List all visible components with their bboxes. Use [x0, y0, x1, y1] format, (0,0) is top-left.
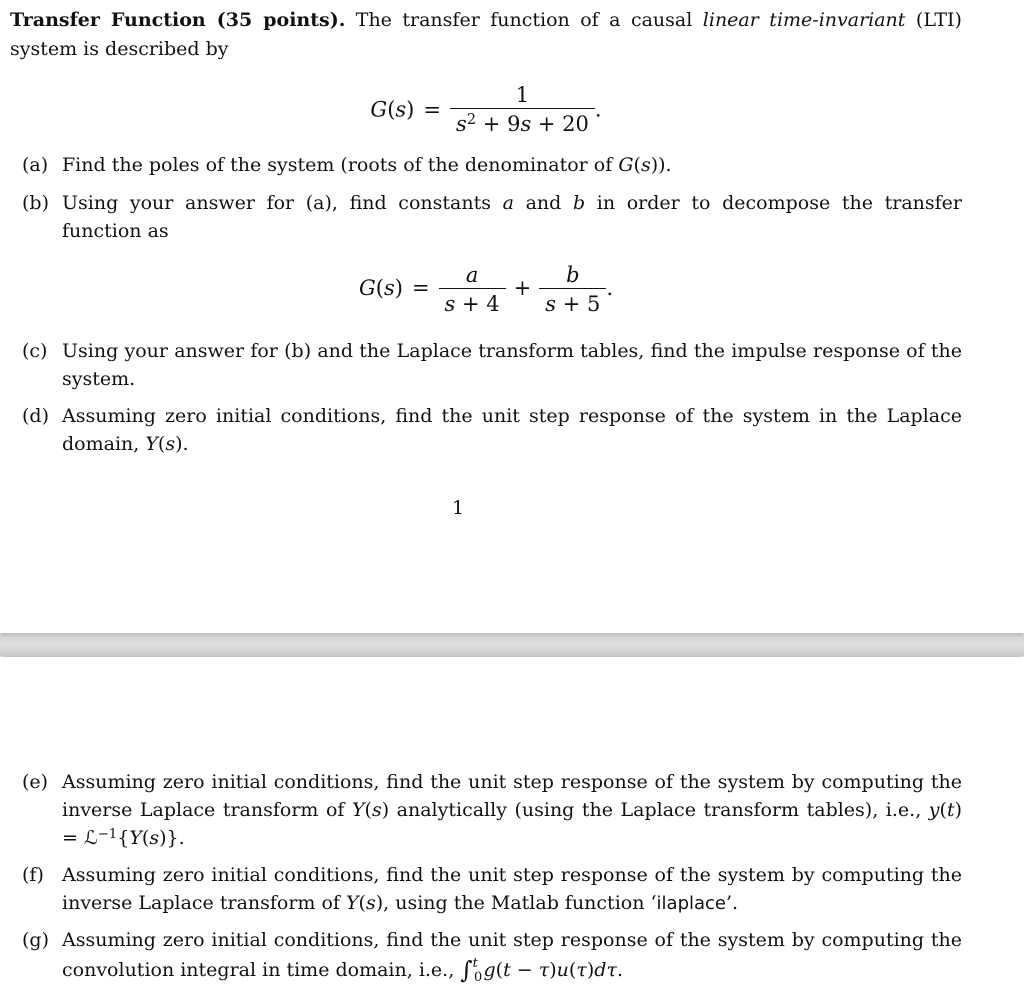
item-text: Assuming zero initial conditions, find the unit step response of the system by computing the convolution integral in time domain, i.e., ∫$^t_0$g(t − τ)u(τ)dτ. [62, 929, 962, 985]
page-number: 1 [451, 497, 465, 519]
math-var-s: s [383, 276, 395, 300]
math-equals: = [411, 276, 430, 300]
partial-fraction-equation [10, 262, 962, 317]
math-var-s: s [455, 112, 467, 136]
item-label: (e) [22, 771, 49, 793]
math-period: . [606, 276, 614, 300]
fraction-denominator [450, 108, 595, 140]
item-label: (a) [22, 154, 49, 176]
item-label: (c) [22, 340, 48, 362]
math-var-G: G [358, 276, 376, 300]
math-plus: + [513, 276, 532, 300]
math-equals: = [423, 97, 441, 122]
problem-item-b [22, 189, 962, 245]
math-term: + 4 [455, 292, 500, 316]
math-var-G: G [370, 97, 388, 122]
math-term: + 20 [531, 112, 589, 136]
problem-item-e [22, 768, 962, 855]
fraction-numerator: b [566, 263, 580, 287]
item-label: (d) [22, 405, 49, 427]
fraction-denominator [539, 288, 606, 317]
fraction [539, 262, 606, 317]
item-text: Using your answer for (a), find constants a and b in order to decompose the transfer function as [62, 192, 962, 242]
problem-item-c [22, 337, 962, 393]
math-paren: ) [394, 276, 403, 300]
item-text: Using your answer for (b) and the Laplace transform tables, find the impulse response of the system. [62, 340, 962, 390]
math-var-s: s [520, 112, 532, 136]
math-paren: ( [387, 97, 396, 122]
math-term: + 5 [556, 292, 601, 316]
fraction [439, 262, 506, 317]
fraction-numerator: a [465, 263, 479, 287]
transfer-function-equation [10, 82, 962, 140]
math-exponent: 2 [466, 110, 477, 128]
math-var-s: s [395, 97, 407, 122]
item-text: Assuming zero initial conditions, find the unit step response of the system by computing the inverse Laplace transform of Y(s) analytically (using the Laplace transform tables), i.e., y(t) = ℒ$^{-1}${Y(s)}. [62, 771, 962, 849]
problem-item-d [22, 402, 962, 458]
math-var-s: s [545, 292, 557, 316]
item-text: Assuming zero initial conditions, find the unit step response of the system by computing the inverse Laplace transform of Y(s), using the Matlab function ‘ilaplace’. [62, 864, 962, 914]
problem-title: Transfer Function (35 points). The transfer function of a causal linear time-invariant (LTI) system is described by [10, 9, 962, 60]
problem-item-f [22, 861, 962, 918]
math-paren: ) [406, 97, 415, 122]
item-label: (g) [22, 929, 49, 951]
item-text: Assuming zero initial conditions, find the unit step response of the system in the Laplace domain, Y(s). [62, 405, 962, 455]
math-paren: ( [375, 276, 384, 300]
math-term: + 9 [476, 112, 521, 136]
fraction [450, 82, 595, 140]
fraction-denominator [439, 288, 506, 317]
problem-item-a [22, 151, 962, 179]
math-period: . [594, 97, 602, 122]
page-break-divider [0, 633, 1024, 657]
problem-item-g [22, 926, 962, 987]
item-label: (b) [22, 192, 49, 214]
item-text: Find the poles of the system (roots of the denominator of G(s)). [62, 154, 672, 176]
math-var-s: s [444, 292, 456, 316]
fraction-numerator: 1 [515, 83, 530, 107]
item-label: (f) [22, 864, 44, 886]
